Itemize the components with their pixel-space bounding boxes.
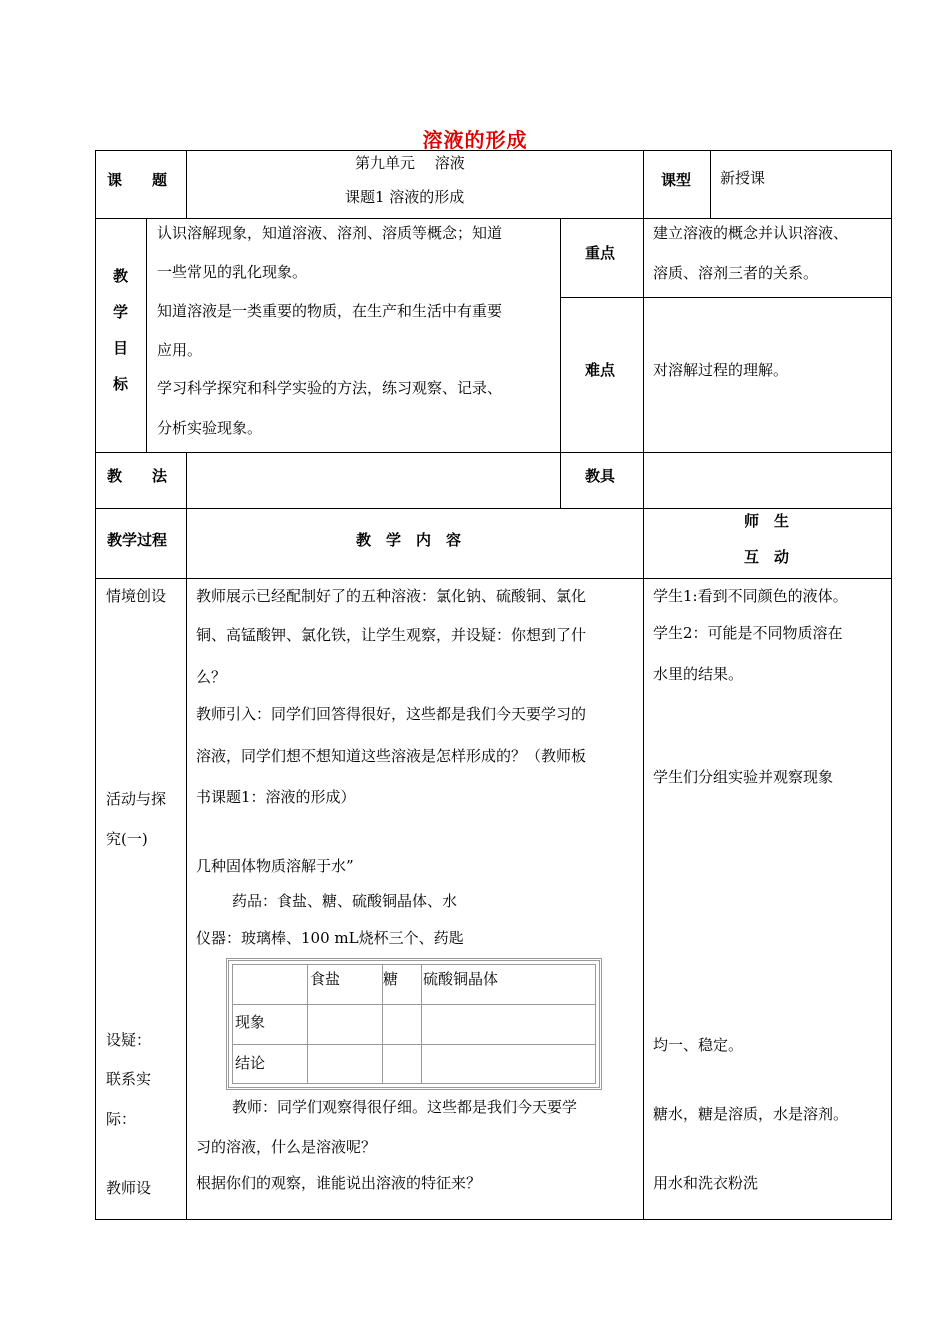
key-label: 重点 (585, 244, 616, 262)
objectives-label-char-4: 标 (113, 375, 129, 393)
process-label: 教学过程 (107, 531, 168, 549)
stage-activity-1: 活动与探 (106, 790, 167, 808)
sugar-water-answer: 糖水，糖是溶质，水是溶剂。 (653, 1105, 849, 1123)
student-2-response-line-1: 学生2：可能是不同物质溶在 (653, 624, 843, 642)
objective-line-1: 认识溶解现象，知道溶液、溶剂、溶质等概念；知道 (157, 224, 503, 242)
content-line-6: 书课题1：溶液的形成） (196, 788, 356, 806)
stage-question: 设疑： (106, 1031, 152, 1049)
interaction-label-line-1: 师 生 (744, 512, 790, 530)
obs-header-copper-sulfate: 硫酸铜晶体 (423, 970, 499, 988)
student-2-response-line-2: 水里的结果。 (653, 665, 744, 683)
obs-cell-r2c1 (307, 1044, 383, 1084)
content-line-3: 么？ (196, 668, 227, 686)
obs-cell-r1c3 (421, 1004, 596, 1045)
obs-header-sugar: 糖 (383, 970, 399, 988)
objective-line-2: 一些常见的乳化现象。 (157, 263, 308, 281)
uniform-stable: 均一、稳定。 (653, 1036, 744, 1054)
obs-header-salt: 食盐 (310, 970, 341, 988)
topic-label: 课 题 (107, 171, 168, 189)
instruments: 仪器：玻璃棒、100 mL烧杯三个、药匙 (196, 929, 464, 947)
interaction-label-line-2: 互 动 (744, 548, 790, 566)
stage-activity-2: 究(一) (106, 830, 148, 848)
reagents: 药品：食盐、糖、硫酸铜晶体、水 (232, 892, 458, 910)
content-line-4: 教师引入：同学们回答得很好，这些都是我们今天要学习的 (196, 705, 587, 723)
content-line-5: 溶液，同学们想不想知道这些溶液是怎样形成的？（教师板 (196, 747, 587, 765)
tools-value-cell (643, 452, 892, 509)
method-label: 教 法 (107, 467, 168, 485)
objective-line-4: 应用。 (157, 341, 203, 359)
wash-answer: 用水和洗衣粉洗 (653, 1174, 759, 1192)
objectives-label-char-2: 学 (113, 303, 129, 321)
key-text-line-1: 建立溶液的概念并认识溶液、 (653, 224, 849, 242)
key-text-line-2: 溶质、溶剂三者的关系。 (653, 264, 819, 282)
objective-line-5: 学习科学探究和科学实验的方法，练习观察、记录、 (157, 379, 503, 397)
type-value: 新授课 (720, 169, 766, 187)
topic-line-1: 第九单元 溶液 (355, 154, 465, 172)
objectives-label-char-3: 目 (113, 339, 129, 357)
objective-line-6: 分析实验现象。 (157, 419, 263, 437)
stage-teacher: 教师设 (106, 1179, 152, 1197)
teacher-line-1: 教师：同学们观察得很仔细。这些都是我们今天要学 (232, 1098, 578, 1116)
group-experiment: 学生们分组实验并观察现象 (653, 768, 834, 786)
objectives-label-cell (95, 218, 147, 453)
obs-cell-r1c1 (307, 1004, 383, 1045)
method-value-cell (186, 452, 561, 509)
objectives-label-char-1: 教 (113, 267, 129, 285)
difficulty-label: 难点 (585, 361, 616, 379)
type-label: 课型 (661, 171, 692, 189)
stage-link-2: 际： (106, 1110, 137, 1128)
page-title: 溶液的形成 (422, 128, 528, 152)
obs-cell-r2c2 (382, 1044, 422, 1084)
obs-cell-r2c3 (421, 1044, 596, 1084)
obs-cell-h0 (232, 964, 308, 1005)
obs-cell-r1c2 (382, 1004, 422, 1045)
content-line-2: 铜、高锰酸钾、氯化铁，让学生观察，并设疑：你想到了什 (196, 626, 587, 644)
difficulty-text: 对溶解过程的理解。 (653, 361, 789, 379)
obs-row-phenomenon: 现象 (235, 1013, 266, 1031)
objective-line-3: 知道溶液是一类重要的物质，在生产和生活中有重要 (157, 302, 503, 320)
teacher-line-3: 根据你们的观察，谁能说出溶液的特征来？ (196, 1174, 482, 1192)
topic-line-2: 课题1 溶液的形成 (345, 188, 465, 206)
experiment-title: 几种固体物质溶解于水” (196, 857, 354, 875)
stage-situation: 情境创设 (106, 587, 167, 605)
content-line-1: 教师展示已经配制好了的五种溶液：氯化钠、硫酸铜、氯化 (196, 587, 587, 605)
stage-link-1: 联系实 (106, 1070, 152, 1088)
teacher-line-2: 习的溶液，什么是溶液呢？ (196, 1138, 377, 1156)
content-label: 教 学 内 容 (356, 531, 462, 549)
student-1-response: 学生1:看到不同颜色的液体。 (653, 587, 848, 605)
tools-label: 教具 (585, 467, 616, 485)
obs-row-conclusion: 结论 (235, 1054, 266, 1072)
